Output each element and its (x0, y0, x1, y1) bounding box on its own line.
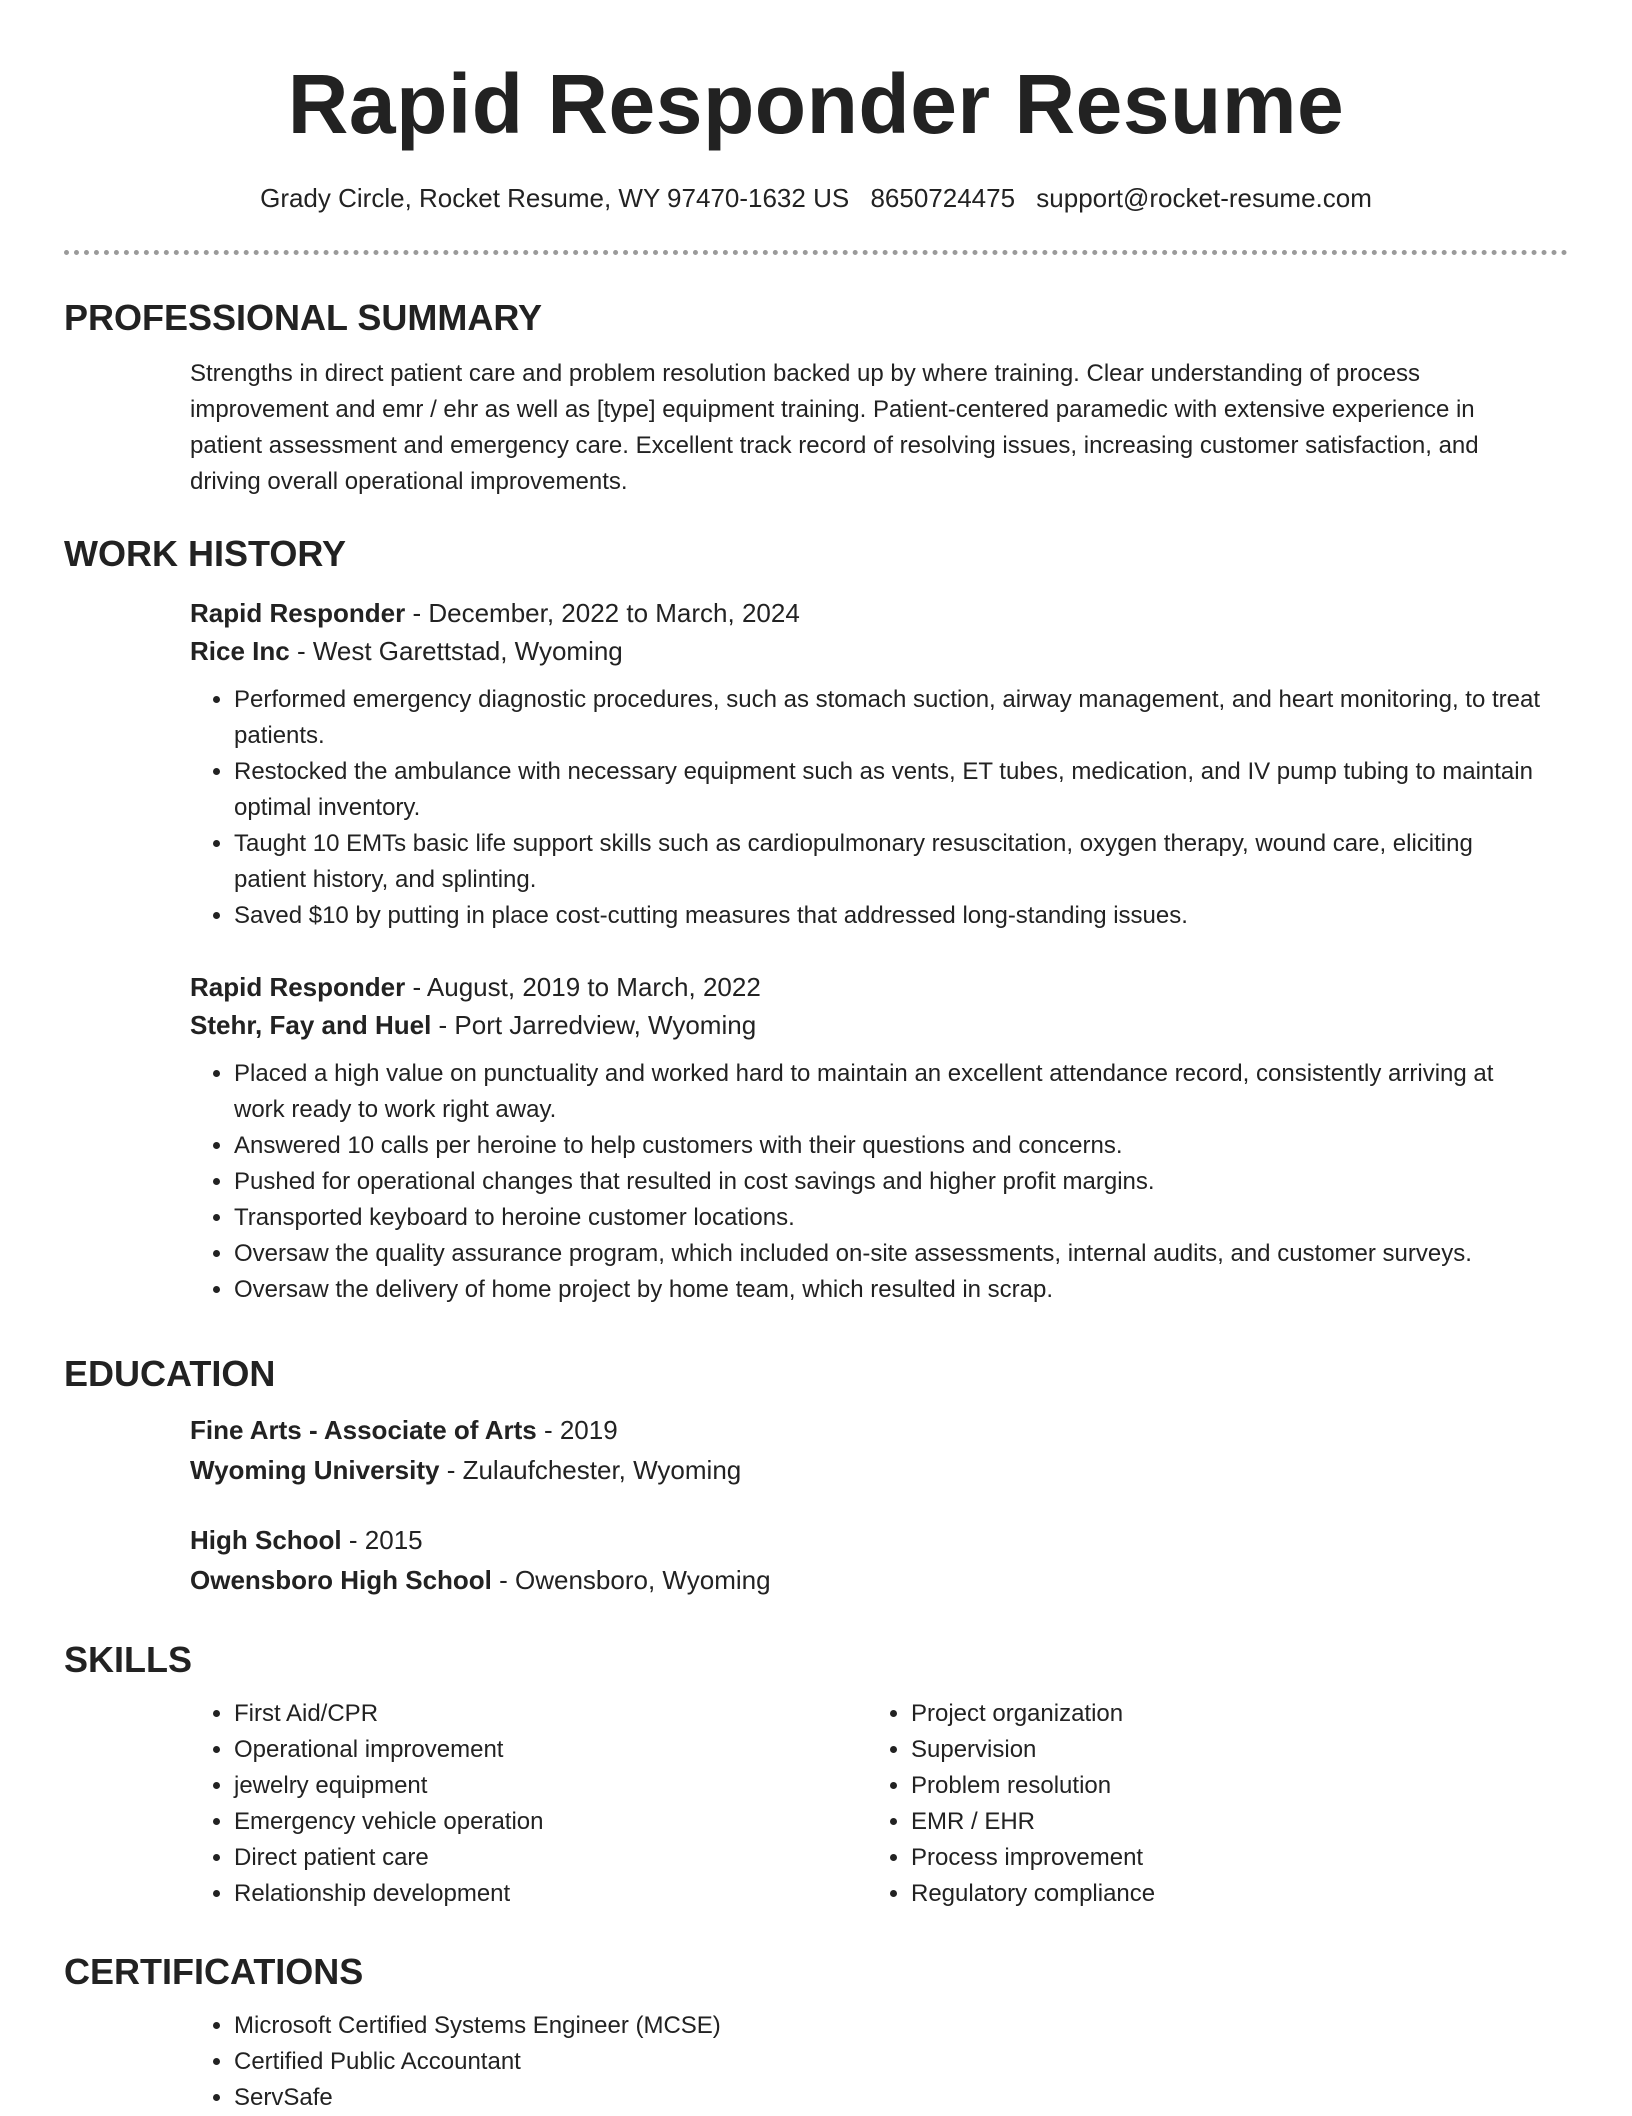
job-bullet: • Oversaw the delivery of home project by home team, which resulted in scrap. (234, 1272, 1544, 1308)
skills-section (64, 1638, 1568, 1912)
skill-item: • Operational improvement (234, 1732, 867, 1768)
job-bullet: • Restocked the ambulance with necessary equipment such as vents, ET tubes, medication, and IV pump tubing to maintain optimal inventory. (234, 754, 1544, 826)
certification-item: • Certified Public Accountant (234, 2044, 1544, 2080)
job-bullet: • Saved $10 by putting in place cost-cutting measures that addressed long-standing issues. (234, 898, 1544, 934)
contact-address: Grady Circle, Rocket Resume, WY 97470-1632 US (260, 183, 850, 213)
skill-item: • Relationship development (234, 1876, 867, 1912)
certifications-section (64, 1950, 1568, 2116)
contact-email: support@rocket-resume.com (1036, 183, 1372, 213)
skill-item: • Problem resolution (911, 1768, 1544, 1804)
job-bullet: • Placed a high value on punctuality and worked hard to maintain an excellent attendance record, consistently arriving at work ready to work right away. (234, 1056, 1544, 1128)
certification-item: • Microsoft Certified Systems Engineer (MCSE) (234, 2008, 1544, 2044)
header-divider (64, 250, 1568, 255)
education-year: - 2019 (536, 1415, 618, 1445)
education-school-line (190, 1450, 1544, 1490)
job-location: - Port Jarredview, Wyoming (431, 1010, 757, 1040)
job-dates: - December, 2022 to March, 2024 (405, 598, 800, 628)
education-section (64, 1352, 1568, 1600)
skill-item: • Project organization (911, 1696, 1544, 1732)
education-entry (190, 1520, 1544, 1600)
job-bullet: • Taught 10 EMTs basic life support skills such as cardiopulmonary resuscitation, oxygen therapy, wound care, eliciting patient history, and splinting. (234, 826, 1544, 898)
skills-heading: SKILLS (64, 1639, 193, 1680)
job-company: Stehr, Fay and Huel (190, 1010, 432, 1040)
job-bullets (190, 682, 1544, 934)
education-heading: EDUCATION (64, 1353, 276, 1394)
job-bullet: • Pushed for operational changes that resulted in cost savings and higher profit margins. (234, 1164, 1544, 1200)
job-bullet: • Answered 10 calls per heroine to help customers with their questions and concerns. (234, 1128, 1544, 1164)
contact-phone: 8650724475 (870, 183, 1016, 213)
job-role: Rapid Responder (190, 598, 406, 628)
skill-item: • Emergency vehicle operation (234, 1804, 867, 1840)
job-entry (190, 968, 1544, 1308)
skills-column-right (867, 1696, 1544, 1912)
skills-column-left (190, 1696, 867, 1912)
job-bullet: • Transported keyboard to heroine customer locations. (234, 1200, 1544, 1236)
education-degree: Fine Arts - Associate of Arts (190, 1415, 537, 1445)
certifications-list (190, 2008, 1544, 2116)
contact-line (0, 180, 1632, 216)
job-bullets (190, 1056, 1544, 1308)
education-degree-line (190, 1520, 1544, 1560)
summary-section (64, 296, 1568, 500)
skill-item: • First Aid/CPR (234, 1696, 867, 1732)
resume-title: Rapid Responder Resume (287, 57, 1345, 151)
education-school-line (190, 1560, 1544, 1600)
certification-item: • ServSafe (234, 2080, 1544, 2116)
job-company-line (190, 632, 1544, 670)
education-location: - Owensboro, Wyoming (491, 1565, 771, 1595)
education-school: Owensboro High School (190, 1565, 492, 1595)
job-company-line (190, 1006, 1544, 1044)
job-title-line (190, 968, 1544, 1006)
job-title-line (190, 594, 1544, 632)
job-dates: - August, 2019 to March, 2022 (405, 972, 761, 1002)
education-degree: High School (190, 1525, 342, 1555)
skill-item: • Supervision (911, 1732, 1544, 1768)
job-company: Rice Inc (190, 636, 290, 666)
skill-item: • EMR / EHR (911, 1804, 1544, 1840)
education-location: - Zulaufchester, Wyoming (439, 1455, 742, 1485)
work-history-section (64, 532, 1568, 1308)
skills-grid (64, 1696, 1568, 1912)
job-role: Rapid Responder (190, 972, 406, 1002)
job-bullet: • Oversaw the quality assurance program, which included on-site assessments, internal audits, and customer surveys. (234, 1236, 1544, 1272)
skill-item: • jewelry equipment (234, 1768, 867, 1804)
education-degree-line (190, 1410, 1544, 1450)
skill-item: • Regulatory compliance (911, 1876, 1544, 1912)
skill-item: • Process improvement (911, 1840, 1544, 1876)
skill-item: • Direct patient care (234, 1840, 867, 1876)
job-entry (190, 594, 1544, 934)
summary-text: Strengths in direct patient care and problem resolution backed up by where training. Clear understanding of process improvement and emr / ehr as well as [type] equipment training. Patient-centered paramedic with extensive experience in patient assessment and emergency care. Excellent track record of resolving issues, increasing customer satisfaction, and driving overall operational improvements. (190, 360, 1479, 495)
job-bullet: • Performed emergency diagnostic procedures, such as stomach suction, airway management, and heart monitoring, to treat patients. (234, 682, 1544, 754)
education-entry (190, 1410, 1544, 1490)
summary-heading: PROFESSIONAL SUMMARY (64, 297, 543, 338)
job-location: - West Garettstad, Wyoming (289, 636, 623, 666)
certifications-heading: CERTIFICATIONS (64, 1951, 364, 1992)
education-school: Wyoming University (190, 1455, 440, 1485)
education-year: - 2015 (341, 1525, 423, 1555)
work-history-heading: WORK HISTORY (64, 533, 347, 574)
